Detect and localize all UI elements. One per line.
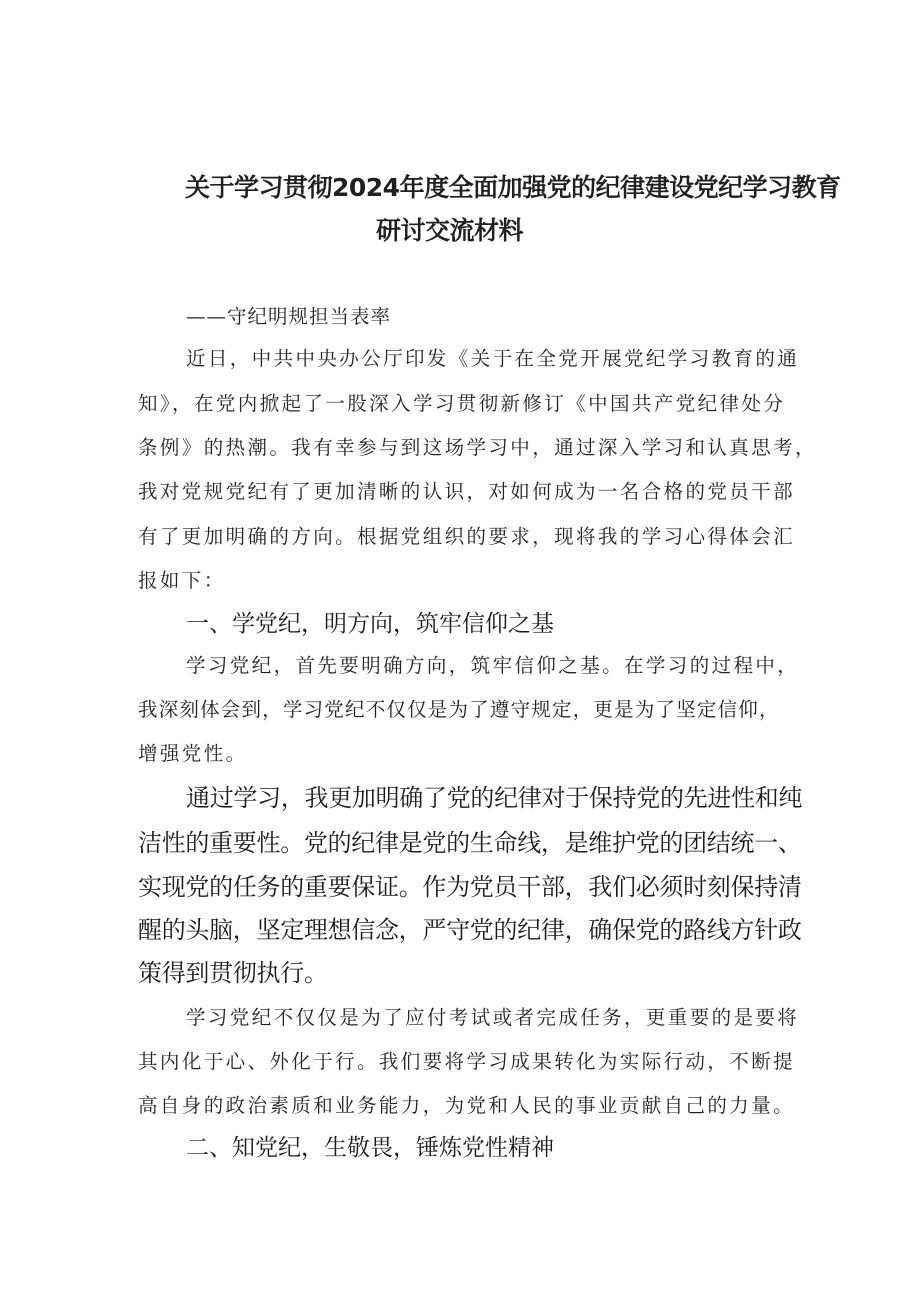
- section-1-para-1-line: 学习党纪，首先要明确方向，筑牢信仰之基。在学习的过程中，: [186, 654, 800, 677]
- intro-line: 我对党规党纪有了更加清晰的认识，对如何成为一名合格的党员干部: [138, 480, 796, 503]
- intro-line: 条例》的热潮。我有幸参与到这场学习中，通过深入学习和认真思考，: [138, 436, 817, 459]
- section-1-para-2-line: 洁性的重要性。党的纪律是党的生命线，是维护党的团结统一、: [138, 829, 802, 857]
- section-1-para-3-line: 其内化于心、外化于行。我们要将学习成果转化为实际行动，不断提: [138, 1050, 796, 1073]
- intro-line: 近日，中共中央办公厅印发《关于在全党开展党纪学习教育的通: [186, 347, 800, 370]
- section-1-para-2-line: 策得到贯彻执行。: [138, 959, 328, 987]
- intro-line: 有了更加明确的方向。根据党组织的要求，现将我的学习心得体会汇: [138, 525, 796, 548]
- section-1-para-2-line: 醒的头脑，坚定理想信念，严守党的纪律，确保党的路线方针政: [138, 916, 802, 944]
- document-title-line-1: 关于学习贯彻2024年度全面加强党的纪律建设党纪学习教育: [185, 173, 841, 202]
- section-heading-1: 一、学党纪，明方向，筑牢信仰之基: [186, 611, 554, 637]
- section-1-para-1-line: 增强党性。: [138, 742, 248, 765]
- intro-line: 知》，在党内掀起了一股深入学习贯彻新修订《中国共产党纪律处分: [138, 392, 786, 415]
- section-1-para-2-line: 通过学习，我更加明确了党的纪律对于保持党的先进性和纯: [186, 784, 803, 812]
- section-1-para-2-line: 实现党的任务的重要保证。作为党员干部，我们必须时刻保持清: [138, 873, 802, 901]
- document-title-line-2: 研讨交流材料: [376, 216, 524, 245]
- section-heading-2: 二、知党纪，生敬畏，锤炼党性精神: [186, 1135, 554, 1161]
- section-1-para-3-line: 学习党纪不仅仅是为了应付考试或者完成任务，更重要的是要将: [186, 1006, 800, 1029]
- section-1-para-3-line: 高自身的政治素质和业务能力，为党和人民的事业贡献自己的力量。: [138, 1094, 796, 1117]
- intro-line: 报如下：: [138, 569, 226, 592]
- section-1-para-1-line: 我深刻体会到，学习党纪不仅仅是为了遵守规定，更是为了坚定信仰，: [138, 698, 780, 721]
- document-subtitle: ——守纪明规担当表率: [186, 305, 392, 328]
